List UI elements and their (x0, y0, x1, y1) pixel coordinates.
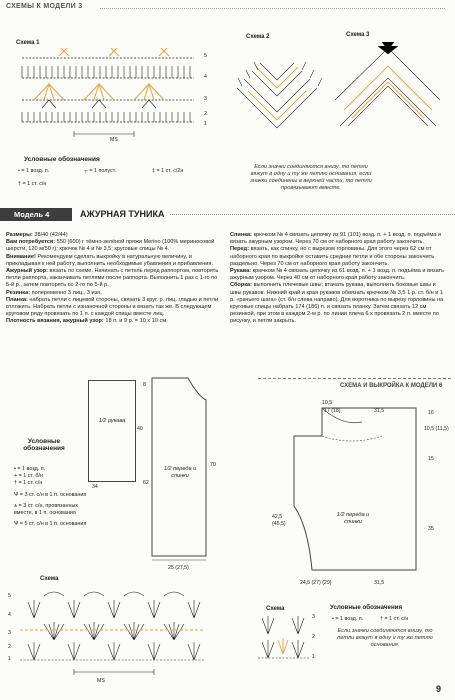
text-right-column (230, 232, 448, 326)
para-gauge: Плотность вязания, ажурный узор: 18 п. и 9 р. = 10 х 10 см. (6, 318, 168, 325)
dim6-31-5: 31,5 (374, 408, 385, 414)
scheme1-ms-label: MS (110, 137, 118, 143)
treble-symbol: † (14, 480, 17, 487)
treble-symbol: † (380, 616, 383, 622)
para-assembly: Сборка: выполнить плечевые швы; втачать рукава, выполнить боковые швы и швы рукавов. Нижний край и края рукавов обвязать крючком № 3,5 1 р. ст. б/н и 1 р. «рачьего шага» (ст. б/н слева направо). Для воротника по вырезу горловины на круговые спицы набрать 174 (186) п. и связать планку. Затем связать 12 см резинкой, при этом в каждом 2-м р. по линии плеча 6 х провязать 2 п. вместе по рисунку, и петли закрыть. (230, 282, 444, 325)
scheme4-title: Схема (40, 576, 59, 582)
scheme1-row-2: 2 (204, 111, 207, 117)
legend4-item-4: Ѱ = 3 ст. с/н в 1 п. основания (14, 491, 87, 498)
slip-stitch-symbol: ┬ (84, 168, 88, 174)
legend-top-item-1: • = 1 возд. п. (18, 168, 50, 174)
dim6-16: 16 (428, 410, 434, 416)
scheme1-row-4: 4 (204, 74, 207, 80)
scheme6-row-1: 1 (312, 654, 315, 660)
para-sizes: Размеры: 38/40 (42/44) (6, 232, 68, 238)
legend4-title: Условные обозначения (23, 438, 65, 452)
legend6-title: Условные обозначения (330, 604, 403, 611)
scheme2-title: Схема 2 (246, 34, 270, 40)
dim6-17: 17 (18) (324, 408, 341, 414)
legend-top-title: Условные обозначения (24, 156, 100, 163)
page-header: СХЕМЫ К МОДЕЛИ 3 (6, 3, 83, 10)
para-materials: Вам потребуется: 550 (600) г тёмно-зелёной пряжи Merino (100% мериносовой шерсти, 120 м/50 г); крючок № 4 и № 3,5; круговые спицы № 4. (6, 239, 215, 253)
legend-top-item-3: ‡ = 1 ст. с/2н (152, 168, 184, 174)
scheme4-row-5: 5 (8, 593, 11, 599)
double-treble-symbol: ‡ (152, 168, 155, 174)
dim-34: 34 (92, 484, 98, 490)
text-left-column (6, 232, 223, 326)
legend4-item-6: Ѱ = 5 ст. с/н в 1 п. основания (14, 521, 87, 528)
para-band: Планка: набрать петли с лицевой стороны, связать 3 круг. р. лиц. гладью и петли отложить. Набрать петли с изнаночной стороны и вязать так же. В следующем круговом ряду провязать по 1 п. с каждой спицы вместе лиц. (6, 296, 219, 318)
legend4-item-5: ⩚ = 3 ст. с/н, провязанных вместе, в 1 п. основания (14, 502, 79, 517)
scheme1-row-5: 5 (204, 53, 207, 59)
scheme4-row-2: 2 (8, 644, 11, 650)
scheme3-title: Схема 3 (346, 32, 370, 38)
dim-8: 8 (143, 382, 146, 388)
legend6-item-2: † = 1 ст. с/н (380, 616, 409, 622)
scheme4-diagram (14, 584, 210, 678)
legend-top-item-2: ┬ = 1 полуст. (84, 168, 117, 174)
scheme4-row-1: 1 (8, 656, 11, 662)
scheme4-ms-label: MS (97, 678, 105, 684)
treble-symbol: † (18, 181, 21, 187)
scheme4-row-3: 3 (8, 630, 11, 636)
sleeve-label: 1/2 рукава (98, 418, 126, 424)
scheme1-diagram (14, 48, 204, 140)
scheme4-row-4: 4 (8, 612, 11, 618)
legend4-item-1: • = 1 возд. п. (14, 466, 46, 472)
para-rib: Резинка: попеременно 3 лиц., 3 изн. (6, 289, 102, 296)
legend4-item-2: + = 1 ст. б/н (14, 473, 43, 480)
scheme6-title: Схема (266, 606, 285, 612)
para-openwork: Ажурный узор: вязать по схеме. Начинать с петель перед раппортом, повторять петли раппорта, заканчивать петлями после раппорта. Выполнить 1 раз с 1-го по 5-й р., затем повторять со 2-го по 5-й р. (6, 268, 219, 289)
scheme6-row-3: 3 (312, 614, 315, 620)
legend6-note: Если значки соединяются внизу, то петли вяжут в одну и ту же петлю основания. (337, 628, 433, 648)
para-attention: Внимание! Рекомендуем сделать выкройку в натуральную величину, и прикладывая к ней работу, выполнить необходимые убавления и прибавления. (6, 253, 213, 267)
scheme1-title: Схема 1 (16, 40, 40, 46)
model-label: Модель 4 (0, 208, 72, 221)
dim6-31-5b: 31,5 (374, 580, 385, 586)
model6-title: СХЕМА И ВЫКРОЙКА К МОДЕЛИ 6 (340, 383, 443, 389)
legend6-item-1: • = 1 возд. п. (332, 616, 364, 622)
dim6-10-5b: 10,5 (11,5) (424, 426, 449, 432)
body-label: 1/2 переда и спинки (163, 466, 197, 480)
dim-70: 70 (210, 462, 216, 468)
dim-40: 40 (137, 426, 143, 432)
chain-symbol: • (14, 466, 16, 472)
dim-25: 25 (27,5) (168, 565, 189, 571)
pattern6-outline (292, 406, 422, 578)
page-number: 9 (435, 684, 441, 694)
fan3-symbol: Ѱ (14, 491, 19, 498)
sleeve-piece (88, 380, 136, 482)
dim6-24-5: 24,5 (27) (29) (300, 580, 332, 586)
para-front: Перед: вязать, как спинку, но с вырезом горловины. Для этого через 62 см от наборного края по выкройке оставить средние петли и обе стороны закончить раздельно. Через 70 см от наборного края работу закончить. (230, 246, 435, 267)
model-title: АЖУРНАЯ ТУНИКА (80, 209, 165, 219)
dim6-35: 35 (428, 526, 434, 532)
dim-62: 62 (143, 480, 149, 486)
legend-top-item-4: † = 1 ст. с/н (18, 181, 47, 187)
scheme6-row-2: 2 (312, 634, 315, 640)
cluster3-symbol: ⩚ (14, 502, 18, 509)
chain-symbol: • (18, 168, 20, 174)
header-rule (100, 8, 445, 9)
dim6-42-5: 42,5 (45,5) (272, 514, 286, 527)
para-back: Спинка: крючком № 4 связать цепочку из 91 (101) возд. п. + 1 возд. п. подъёма и вязать ажурным узором. Через 70 см от наборного края работу закончить. (230, 232, 442, 246)
model6-separator (258, 378, 451, 379)
legend4-list (14, 466, 94, 528)
legend4-item-3: † = 1 ст. с/н (14, 480, 43, 487)
dim6-15: 15 (428, 456, 434, 462)
note-top: Если значки соединяются внизу, то петли вяжут в одну и ту же петлю основания, если значки соединены в верхней части, то петли провязывают вместе. (250, 164, 372, 191)
chain-symbol: • (332, 616, 334, 622)
section-rule (170, 214, 455, 215)
fan5-symbol: Ѱ (14, 521, 19, 528)
para-sleeves: Рукава: крючком № 4 связать цепочку из 61 возд. п. + 1 возд. п. подъёма и вязать ажурным узором. Через 40 см от наборного края работу закончить. (230, 268, 445, 282)
scheme1-row-3: 3 (204, 96, 207, 102)
pattern6-body-label: 1/2 переда и спинки (336, 512, 370, 526)
dim6-10-5: 10,5 (322, 400, 333, 406)
scheme6-diagram (254, 614, 314, 664)
scheme2-diagram (232, 42, 322, 134)
single-crochet-symbol: + (14, 473, 18, 480)
scheme1-row-1: 1 (204, 121, 207, 127)
scheme3-diagram (330, 40, 445, 132)
